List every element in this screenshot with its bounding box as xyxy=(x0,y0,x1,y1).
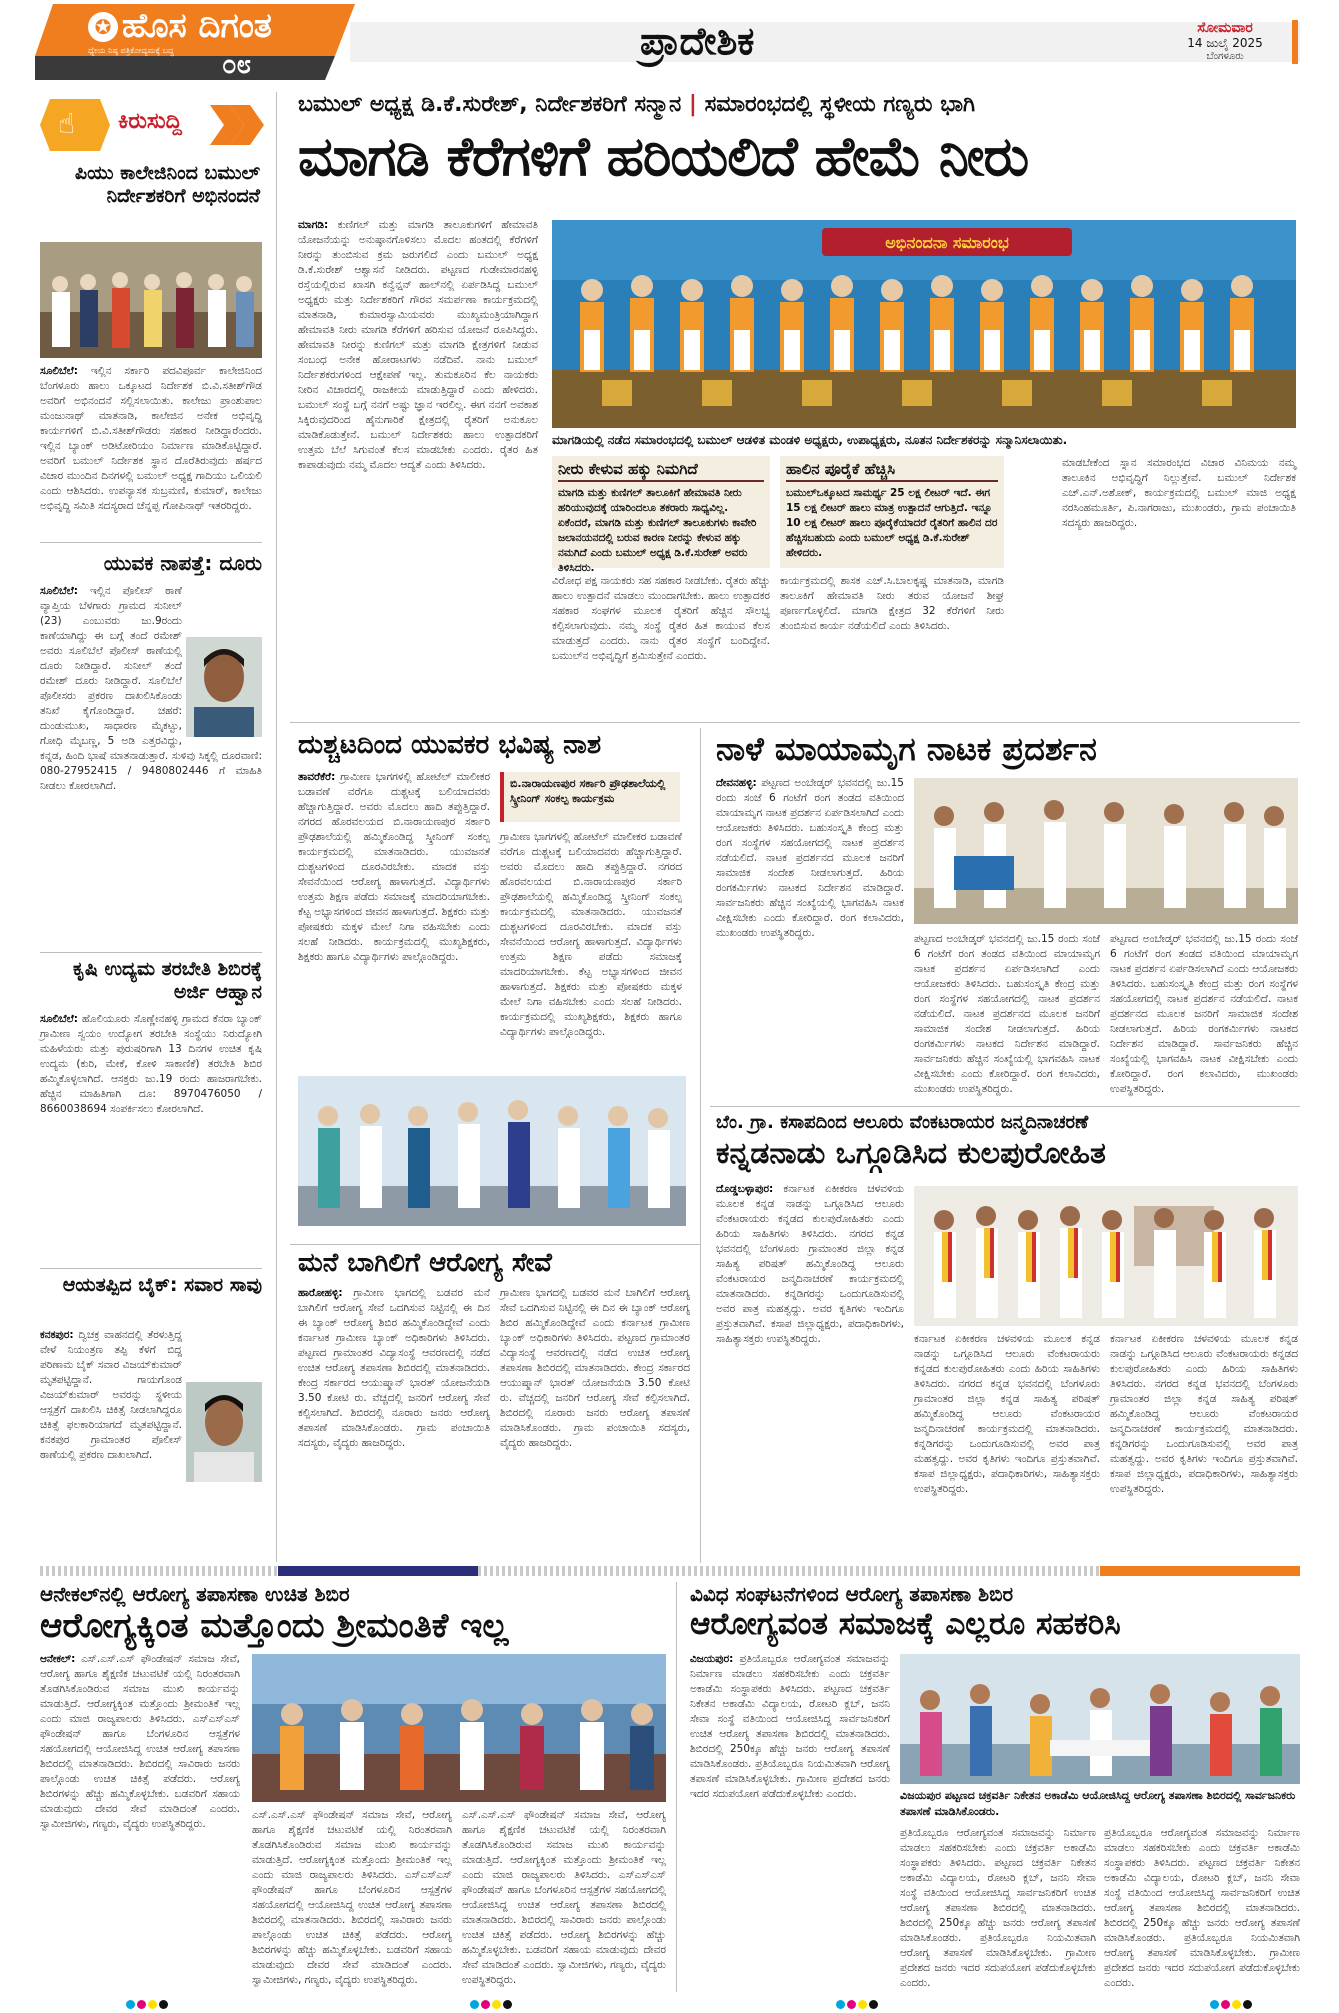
health-camp-stage-photo xyxy=(252,1654,666,1802)
lead-photo-caption: ಮಾಗಡಿಯಲ್ಲಿ ನಡೆದ ಸಮಾರಂಭದಲ್ಲಿ ಬಮುಲ್ ಆಡಳಿತ ಮಂಡಳಿ ಅಧ್ಯಕ್ಷರು, ಉಪಾಧ್ಯಕ್ಷರು, ನೂತನ ನಿರ್ದೇಶಕರನ್ನು ಸನ್ಮಾನಿಸಲಾಯಿತು. xyxy=(552,433,1068,447)
sidebar-story-2-body: ಇಲ್ಲಿನ ಪೊಲೀಸ್ ಠಾಣೆ ವ್ಯಾಪ್ತಿಯ ಬೆಳಗಾರು ಗ್ರಾಮದ ಸುನೀಲ್ (23) ಎಂಬುವರು ಜು.9ರಂದು ಕಾಣೆಯಾಗಿದ್ದು ಈ ಬಗ್ಗೆ ತಂದೆ ರಮೇಶ್ ಅವರು ಸೂಲಿಬೆಲೆ ಪೊಲೀಸ್ ಠಾಣೆಯಲ್ಲಿ ದೂರು ನೀಡಿದ್ದಾರೆ. ಸುನೀಲ್ ತಂದೆ ರಮೇಶ್ ದೂರು ನೀಡಿದ್ದಾರೆ. ಸೂಲಿಬೆಲೆ ಪೊಲೀಸರು ಪ್ರಕರಣ ದಾಖಲಿಸಿಕೊಂಡು ತನಿಖೆ ಕೈಗೊಂಡಿದ್ದಾರೆ. ಚಹರೆ: ದುಂಡುಮುಖ, ಸಾಧಾರಣ ಮೈಕಟ್ಟು, ಗೋಧಿ ಮೈಬಣ್ಣ, 5 ಅಡಿ ಎತ್ತರವಿದ್ದು, ಕನ್ನಡ, ಹಿಂದಿ ಭಾಷೆ ಮಾತನಾಡುತ್ತಾರೆ. ಸುಳಿವು ಸಿಕ್ಕಲ್ಲಿ ದೂರವಾಣಿ: 080-27952415 / 9480802446 ಗೆ ಮಾಹಿತಿ ನೀಡಲು ಕೋರಲಾಗಿದೆ. xyxy=(40,585,262,792)
registration-marks-center-right xyxy=(836,1994,880,2013)
brand-tagline: ಧ್ಯೇಯ ನಿಷ್ಠ ಪತ್ರಿಕೋದ್ಯಮಕ್ಕೆ ಬದ್ಧ xyxy=(88,46,174,55)
magenta-dot-icon xyxy=(481,2000,490,2009)
lead-box-2 xyxy=(780,456,1004,568)
lead-story xyxy=(290,90,1300,720)
anekal-story xyxy=(40,1582,668,1992)
sidebar-story-4-body: ದ್ವಿಚಕ್ರ ವಾಹನದಲ್ಲಿ ತೆರಳುತ್ತಿದ್ದ ವೇಳೆ ನಿಯಂತ್ರಣ ತಪ್ಪಿ ಕೆಳಗೆ ಬಿದ್ದ ಪರಿಣಾಮ ಬೈಕ್ ಸವಾರ ವಿಜಯ್‌ಕುಮಾರ್ ಮೃತಪಟ್ಟಿದ್ದಾನೆ. ಗಾಯಗೊಂಡ ವಿಜಯ್‌ಕುಮಾರ್ ಅವರನ್ನು ಸ್ಥಳೀಯ ಆಸ್ಪತ್ರೆಗೆ ದಾಖಲಿಸಿ ಚಿಕಿತ್ಸೆ ನೀಡಲಾಗಿದ್ದರೂ ಚಿಕಿತ್ಸೆ ಫಲಕಾರಿಯಾಗದೆ ಮೃತಪಟ್ಟಿದ್ದಾನೆ. ಕನಕಪುರ ಗ್ರಾಮಾಂತರ ಪೊಲೀಸ್ ಠಾಣೆಯಲ್ಲಿ ಪ್ರಕರಣ ದಾಖಲಾಗಿದೆ. xyxy=(40,1329,182,1461)
society-col-2: ಪ್ರತಿಯೊಬ್ಬರೂ ಆರೋಗ್ಯವಂತ ಸಮಾಜವನ್ನು ನಿರ್ಮಾಣ ಮಾಡಲು ಸಹಕರಿಸಬೇಕು ಎಂದು ಚಕ್ರವರ್ತಿ ಅಕಾಡೆಮಿ ಸಂಸ್ಥಾಪಕರು ತಿಳಿಸಿದರು. ಪಟ್ಟಣದ ಚಕ್ರವರ್ತಿ ನಿಕೇತನ ಅಕಾಡೆಮಿ ವಿದ್ಯಾಲಯ, ರೋಟರಿ ಕ್ಲಬ್, ಜನನಿ ಸೇವಾ ಸಂಸ್ಥೆ ವತಿಯಿಂದ ಆಯೋಜಿಸಿದ್ದ ಸಾರ್ವಜನಿಕರಿಗೆ ಉಚಿತ ಆರೋಗ್ಯ ತಪಾಸಣಾ ಶಿಬಿರದಲ್ಲಿ ಮಾತನಾಡಿದರು. ಶಿಬಿರದಲ್ಲಿ 250ಕ್ಕೂ ಹೆಚ್ಚು ಜನರು ಆರೋಗ್ಯ ತಪಾಸಣೆ ಮಾಡಿಸಿಕೊಂಡರು. ಪ್ರತಿಯೊಬ್ಬರೂ ನಿಯಮಿತವಾಗಿ ಆರೋಗ್ಯ ತಪಾಸಣೆ ಮಾಡಿಸಿಕೊಳ್ಳಬೇಕು. ಗ್ರಾಮೀಣ ಪ್ರದೇಶದ ಜನರು ಇದರ ಸದುಪಯೋಗ ಪಡೆದುಕೊಳ್ಳಬೇಕು ಎಂದರು. xyxy=(900,1827,1096,1989)
sidebar-story-3-heading: ಕೃಷಿ ಉದ್ಯಮ ತರಬೇತಿ ಶಿಬಿರಕ್ಕೆ ಅರ್ಜಿ ಆಹ್ವಾನ xyxy=(72,958,262,1003)
brand-lamp-icon: ✪ xyxy=(88,12,118,42)
society-body: ಪ್ರತಿಯೊಬ್ಬರೂ ಆರೋಗ್ಯವಂತ ಸಮಾಜವನ್ನು ನಿರ್ಮಾಣ ಮಾಡಲು ಸಹಕರಿಸಬೇಕು ಎಂದು ಚಕ್ರವರ್ತಿ ಅಕಾಡೆಮಿ ಸಂಸ್ಥಾಪಕರು ತಿಳಿಸಿದರು. ಪಟ್ಟಣದ ಚಕ್ರವರ್ತಿ ನಿಕೇತನ ಅಕಾಡೆಮಿ ವಿದ್ಯಾಲಯ, ರೋಟರಿ ಕ್ಲಬ್, ಜನನಿ ಸೇವಾ ಸಂಸ್ಥೆ ವತಿಯಿಂದ ಆಯೋಜಿಸಿದ್ದ ಸಾರ್ವಜನಿಕರಿಗೆ ಉಚಿತ ಆರೋಗ್ಯ ತಪಾಸಣಾ ಶಿಬಿರದಲ್ಲಿ ಮಾತನಾಡಿದರು. ಶಿಬಿರದಲ್ಲಿ 250ಕ್ಕೂ ಹೆಚ್ಚು ಜನರು ಆರೋಗ್ಯ ತಪಾಸಣೆ ಮಾಡಿಸಿಕೊಂಡರು. ಪ್ರತಿಯೊಬ್ಬರೂ ನಿಯಮಿತವಾಗಿ ಆರೋಗ್ಯ ತಪಾಸಣೆ ಮಾಡಿಸಿಕೊಳ್ಳಬೇಕು. ಗ್ರಾಮೀಣ ಪ್ರದೇಶದ ಜನರು ಇದರ ಸದುಪಯೋಗ ಪಡೆದುಕೊಳ್ಳಬೇಕು ಎಂದರು. xyxy=(690,1653,890,1800)
drama-col-1 xyxy=(716,776,904,1094)
section-rule xyxy=(710,1106,1300,1107)
health-home-headline: ಮನೆ ಬಾಗಿಲಿಗೆ ಆರೋಗ್ಯ ಸೇವೆ xyxy=(298,1248,552,1278)
black-dot-icon xyxy=(869,2000,878,2009)
society-dateline: ವಿಜಯಪುರ: xyxy=(690,1653,734,1665)
sidebar-story-3-dateline: ಸೂಲಿಬೆಲೆ: xyxy=(40,1013,78,1025)
sidebar-story-2-text xyxy=(40,584,262,944)
lead-box-2-title: ಹಾಲಿನ ಪೂರೈಕೆ ಹೆಚ್ಚಿಸಿ xyxy=(786,460,998,482)
anekal-headline: ಆರೋಗ್ಯಕ್ಕಿಂತ ಮತ್ತೊಂದು ಶ್ರೀಮಂತಿಕೆ ಇಲ್ಲ xyxy=(40,1606,509,1646)
health-home-body: ಗ್ರಾಮೀಣ ಭಾಗದಲ್ಲಿ ಬಡವರ ಮನೆ ಬಾಗಿಲಿಗೆ ಆರೋಗ್ಯ ಸೇವೆ ಒದಗಿಸುವ ನಿಟ್ಟಿನಲ್ಲಿ ಈ ದಿನ ಈ ಬ್ಯಾಂಕ್ ಆರೋಗ್ಯ ಶಿಬಿರ ಹಮ್ಮಿಕೊಂಡಿದ್ದೇವೆ ಎಂದು ಕರ್ನಾಟಕ ಗ್ರಾಮೀಣ ಬ್ಯಾಂಕ್ ಅಧಿಕಾರಿಗಳು ತಿಳಿಸಿದರು. ಪಟ್ಟಣದ ಗ್ರಾಮಾಂತರ ವಿದ್ಯಾಸಂಸ್ಥೆ ಆವರಣದಲ್ಲಿ ನಡೆದ ಉಚಿತ ಆರೋಗ್ಯ ತಪಾಸಣಾ ಶಿಬಿರದಲ್ಲಿ ಮಾತನಾಡಿದರು. ಕೇಂದ್ರ ಸರ್ಕಾರದ ಆಯುಷ್ಮಾನ್ ಭಾರತ್ ಯೋಜನೆಯಡಿ 3.50 ಕೋಟಿ ರು. ವೆಚ್ಚದಲ್ಲಿ ಜನರಿಗೆ ಆರೋಗ್ಯ ಸೇವೆ ಕಲ್ಪಿಸಲಾಗಿದೆ. ಶಿಬಿರದಲ್ಲಿ ನೂರಾರು ಜನರು ಆರೋಗ್ಯ ತಪಾಸಣೆ ಮಾಡಿಸಿಕೊಂಡರು. ಗ್ರಾಮ ಪಂಚಾಯಿತಿ ಸದಸ್ಯರು, ವೈದ್ಯರು ಹಾಜರಿದ್ದರು. xyxy=(298,1287,490,1449)
float-spacer xyxy=(182,1328,262,1488)
kirusuddi-badge xyxy=(40,97,265,153)
drama-dateline: ದೇವನಹಳ್ಳಿ: xyxy=(716,777,757,789)
society-kicker: ವಿವಿಧ ಸಂಘಟನೆಗಳಿಂದ ಆರೋಗ್ಯ ತಪಾಸಣಾ ಶಿಬಿರ xyxy=(690,1582,1014,1606)
society-headline: ಆರೋಗ್ಯವಂತ ಸಮಾಜಕ್ಕೆ ಎಲ್ಲರೂ ಸಹಕರಿಸಿ xyxy=(690,1606,1121,1642)
magenta-dot-icon xyxy=(137,2000,146,2009)
kicker-separator: | xyxy=(688,92,705,117)
kannada-story xyxy=(710,1110,1300,1565)
society-col-3: ಪ್ರತಿಯೊಬ್ಬರೂ ಆರೋಗ್ಯವಂತ ಸಮಾಜವನ್ನು ನಿರ್ಮಾಣ ಮಾಡಲು ಸಹಕರಿಸಬೇಕು ಎಂದು ಚಕ್ರವರ್ತಿ ಅಕಾಡೆಮಿ ಸಂಸ್ಥಾಪಕರು ತಿಳಿಸಿದರು. ಪಟ್ಟಣದ ಚಕ್ರವರ್ತಿ ನಿಕೇತನ ಅಕಾಡೆಮಿ ವಿದ್ಯಾಲಯ, ರೋಟರಿ ಕ್ಲಬ್, ಜನನಿ ಸೇವಾ ಸಂಸ್ಥೆ ವತಿಯಿಂದ ಆಯೋಜಿಸಿದ್ದ ಸಾರ್ವಜನಿಕರಿಗೆ ಉಚಿತ ಆರೋಗ್ಯ ತಪಾಸಣಾ ಶಿಬಿರದಲ್ಲಿ ಮಾತನಾಡಿದರು. ಶಿಬಿರದಲ್ಲಿ 250ಕ್ಕೂ ಹೆಚ್ಚು ಜನರು ಆರೋಗ್ಯ ತಪಾಸಣೆ ಮಾಡಿಸಿಕೊಂಡರು. ಪ್ರತಿಯೊಬ್ಬರೂ ನಿಯಮಿತವಾಗಿ ಆರೋಗ್ಯ ತಪಾಸಣೆ ಮಾಡಿಸಿಕೊಳ್ಳಬೇಕು. ಗ್ರಾಮೀಣ ಪ್ರದೇಶದ ಜನರು ಇದರ ಸದುಪಯೋಗ ಪಡೆದುಕೊಳ್ಳಬೇಕು ಎಂದರು. xyxy=(1104,1827,1300,1989)
magenta-dot-icon xyxy=(847,2000,856,2009)
sidebar-story-1-dateline: ಸೂಲಿಬೆಲೆ: xyxy=(40,365,78,377)
section-rule xyxy=(290,1244,700,1245)
lead-col-2: ವಿರೋಧ ಪಕ್ಷ ನಾಯಕರು ಸಹ ಸಹಕಾರ ನೀಡಬೇಕು. ರೈತರು ಹೆಚ್ಚು ಹಾಲು ಉತ್ಪಾದನೆ ಮಾಡಲು ಮುಂದಾಗಬೇಕು. ಹಾಲು ಉತ್ಪಾದಕರ ಸಹಕಾರ ಸಂಘಗಳ ಮೂಲಕ ರೈತರಿಗೆ ಹೆಚ್ಚಿನ ಸೌಲಭ್ಯ ಕಲ್ಪಿಸಲಾಗುವುದು. ನಮ್ಮ ಸಂಸ್ಥೆ ರೈತರ ಹಿತ ಕಾಯುವ ಕೆಲಸ ಮಾಡುತ್ತದೆ ಎಂದರು. ನಾನು ರೈತರ ಸಂಸ್ಥೆಗೆ ಬಂದಿದ್ದೇನೆ. ಬಮುಲ್‌ನ ಅಭಿವೃದ್ಧಿಗೆ ಶ್ರಮಿಸುತ್ತೇನೆ ಎಂದರು. xyxy=(552,575,770,662)
society-story xyxy=(690,1582,1302,1992)
sidebar-story-1-text xyxy=(40,364,262,536)
magenta-dot-icon xyxy=(1221,2000,1230,2009)
date-block xyxy=(1160,20,1290,62)
kannada-body: ಕರ್ನಾಟಕ ಏಕೀಕರಣ ಚಳವಳಿಯ ಮೂಲಕ ಕನ್ನಡ ನಾಡನ್ನು ಒಗ್ಗೂಡಿಸಿದ ಆಲೂರು ವೆಂಕಟರಾಯರು ಕನ್ನಡದ ಕುಲಪುರೋಹಿತರು ಎಂದು ಹಿರಿಯ ಸಾಹಿತಿಗಳು ತಿಳಿಸಿದರು. ನಗರದ ಕನ್ನಡ ಭವನದಲ್ಲಿ ಬೆಂಗಳೂರು ಗ್ರಾಮಾಂತರ ಜಿಲ್ಲಾ ಕನ್ನಡ ಸಾಹಿತ್ಯ ಪರಿಷತ್ ಹಮ್ಮಿಕೊಂಡಿದ್ದ ಆಲೂರು ವೆಂಕಟರಾಯರ ಜನ್ಮದಿನಾಚರಣೆ ಕಾರ್ಯಕ್ರಮದಲ್ಲಿ ಮಾತನಾಡಿದರು. ಕನ್ನಡಿಗರನ್ನು ಒಂದುಗೂಡಿಸುವಲ್ಲಿ ಅವರ ಪಾತ್ರ ಮಹತ್ವದ್ದು. ಅವರ ಕೃತಿಗಳು ಇಂದಿಗೂ ಪ್ರಸ್ತುತವಾಗಿವೆ. ಕಸಾಪ ಜಿಲ್ಲಾಧ್ಯಕ್ಷರು, ಪದಾಧಿಕಾರಿಗಳು, ಸಾಹಿತ್ಯಾಸಕ್ತರು ಉಪಸ್ಥಿತರಿದ್ದರು. xyxy=(716,1183,904,1345)
society-photo xyxy=(900,1654,1300,1784)
lead-dateline: ಮಾಗಡಿ: xyxy=(298,219,329,231)
kannada-headline: ಕನ್ನಡನಾಡು ಒಗ್ಗೂಡಿಸಿದ ಕುಲಪುರೋಹಿತ xyxy=(716,1136,1106,1171)
youth-box xyxy=(500,772,680,822)
black-dot-icon xyxy=(159,2000,168,2009)
cyan-dot-icon xyxy=(836,2000,845,2009)
column-rule xyxy=(700,728,701,1563)
sidebar-story-1-body: ಇಲ್ಲಿನ ಸರ್ಕಾರಿ ಪದವಿಪೂರ್ವ ಕಾಲೇಜಿನಿಂದ ಬೆಂಗಳೂರು ಹಾಲು ಒಕ್ಕೂಟದ ನಿರ್ದೇಶಕ ಬಿ.ವಿ.ಸತೀಶ್‌ಗೌಡ ಅವರಿಗೆ ಅಭಿನಂದನೆ ಸಲ್ಲಿಸಲಾಯಿತು. ಕಾಲೇಜು ಪ್ರಾಂಶುಪಾಲ ಮಂಜುನಾಥ್ ಮಾತನಾಡಿ, ಕಾಲೇಜಿನ ಅನೇಕ ಅಭಿವೃದ್ಧಿ ಕಾರ್ಯಗಳಿಗೆ ಬಿ.ವಿ.ಸತೀಶ್‌ಗೌಡರು ಸಹಕಾರ ನೀಡಿದ್ದಾರೆಂದರು. ಇಲ್ಲಿನ ಬ್ಯಾಂಕ್ ಅಡಿಟೋರಿಯಂ ನಿರ್ಮಾಣ ಮಾಡಿಕೊಟ್ಟಿದ್ದಾರೆ. ಅವರಿಗೆ ಬಮುಲ್ ನಿರ್ದೇಶಕ ಸ್ಥಾನ ದೊರೆತಿರುವುದು ಹರ್ಷದ ವಿಚಾರ ಮುಂದಿನ ದಿನಗಳಲ್ಲಿ ಬಮುಲ್ ಅಧ್ಯಕ್ಷ ಗಾದಿಯು ಒಲಿಯಲಿ ಎಂದು ಆಶಿಸಿದರು. ಉಪನ್ಯಾಸಕ ಸುಬ್ರಮಣಿ, ಕುಮಾರ್, ಕಾಲೇಜು ಅಭಿವೃದ್ಧಿ ಸಮಿತಿ ಸದಸ್ಯರಾದ ಚೆನ್ನಪ್ಪ ಗೋಪಿನಾಥ್ ಇತರರಿದ್ದರು. xyxy=(40,365,263,512)
lead-box-1-title: ನೀರು ಕೇಳುವ ಹಕ್ಕು ನಿಮಗಿದೆ xyxy=(558,460,764,482)
anekal-body: ಎಸ್.ಎಸ್.ಎಸ್ ಫೌಂಡೇಷನ್ ಸಮಾಜ ಸೇವೆ, ಆರೋಗ್ಯ ಹಾಗೂ ಶೈಕ್ಷಣಿಕ ಚಟುವಟಿಕೆ ಯಲ್ಲಿ ನಿರಂತರವಾಗಿ ತೊಡಗಿಸಿಕೊಂಡಿರುವ ಸಮಾಜ ಮುಖಿ ಕಾರ್ಯವನ್ನು ಮಾಡುತ್ತಿದೆ. ಆರೋಗ್ಯಕ್ಕಿಂತ ಮತ್ತೊಂದು ಶ್ರೀಮಂತಿಕೆ ಇಲ್ಲ ಎಂದು ಮಾಜಿ ರಾಜ್ಯಪಾಲರು ತಿಳಿಸಿದರು. ಎಸ್‌ಎಸ್‌ಎಸ್ ಫೌಂಡೇಷನ್ ಹಾಗೂ ಬೆಂಗಳೂರಿನ ಆಸ್ಪತ್ರೆಗಳ ಸಹಯೋಗದಲ್ಲಿ ಆಯೋಜಿಸಿದ್ದ ಉಚಿತ ಆರೋಗ್ಯ ತಪಾಸಣಾ ಶಿಬಿರದಲ್ಲಿ ಮಾತನಾಡಿದರು. ಶಿಬಿರದಲ್ಲಿ ಸಾವಿರಾರು ಜನರು ಪಾಲ್ಗೊಂಡು ಉಚಿತ ಚಿಕಿತ್ಸೆ ಪಡೆದರು. ಆರೋಗ್ಯ ಶಿಬಿರಗಳನ್ನು ಹೆಚ್ಚು ಹಮ್ಮಿಕೊಳ್ಳಬೇಕು. ಬಡವರಿಗೆ ಸಹಾಯ ಮಾಡುವುದು ದೇವರ ಸೇವೆ ಮಾಡಿದಂತೆ ಎಂದರು. ಸ್ವಾಮೀಜಿಗಳು, ಗಣ್ಯರು, ವೈದ್ಯರು ಉಪಸ್ಥಿತರಿದ್ದರು. xyxy=(40,1653,240,1830)
drama-body: ಪಟ್ಟಣದ ಅಂಬೇಡ್ಕರ್ ಭವನದಲ್ಲಿ ಜು.15 ರಂದು ಸಂಜೆ 6 ಗಂಟೆಗೆ ರಂಗ ತಂಡದ ವತಿಯಿಂದ ಮಾಯಾಮೃಗ ನಾಟಕ ಪ್ರದರ್ಶನ ಏರ್ಪಡಿಸಲಾಗಿದೆ ಎಂದು ಆಯೋಜಕರು ತಿಳಿಸಿದರು. ಬಹುಸಂಸ್ಕೃತಿ ಕೇಂದ್ರ ಮತ್ತು ರಂಗ ಸಂಸ್ಥೆಗಳ ಸಹಯೋಗದಲ್ಲಿ ನಾಟಕ ಪ್ರದರ್ಶನ ನಡೆಯಲಿದೆ. ನಾಟಕ ಪ್ರದರ್ಶನದ ಮೂಲಕ ಜನರಿಗೆ ಸಾಮಾಜಿಕ ಸಂದೇಶ ನೀಡಲಾಗುತ್ತದೆ. ಹಿರಿಯ ರಂಗಕರ್ಮಿಗಳು ನಾಟಕದ ನಿರ್ದೇಶನ ಮಾಡಿದ್ದಾರೆ. ಸಾರ್ವಜನಿಕರು ಹೆಚ್ಚಿನ ಸಂಖ್ಯೆಯಲ್ಲಿ ಭಾಗವಹಿಸಿ ನಾಟಕ ವೀಕ್ಷಿಸಬೇಕು ಎಂದು ಕೋರಿದ್ದಾರೆ. ರಂಗ ಕಲಾವಿದರು, ಮುಖಂಡರು ಉಪಸ್ಥಿತರಿದ್ದರು. xyxy=(716,777,904,939)
column-rule xyxy=(676,1582,677,1992)
bottom-accent-orange xyxy=(1100,1566,1300,1576)
sidebar-story-2-dateline: ಸೂಲಿಬೆಲೆ: xyxy=(40,585,78,597)
lead-box-1-text: ಮಾಗಡಿ ಮತ್ತು ಕುಣಿಗಲ್ ತಾಲೂಕಿಗೆ ಹೇಮಾವತಿ ನೀರು ಹರಿಯುವುದಕ್ಕೆ ಯಾರಿಂದಲೂ ತಕರಾರು ಸಾಧ್ಯವಿಲ್ಲ. ಏಕೆಂದರೆ, ಮಾಗಡಿ ಮತ್ತು ಕುಣಿಗಲ್ ತಾಲೂಕುಗಳು ಕಾವೇರಿ ಜಲಾನಯನದಲ್ಲಿ ಬರುವ ಕಾರಣ ನೀರನ್ನು ಕೇಳುವ ಹಕ್ಕು ನಮಗಿದೆ ಎಂದು ಬಮುಲ್ ಅಧ್ಯಕ್ಷ ಡಿ.ಕೆ.ಸುರೇಶ್ ಅವರು ತಿಳಿಸಿದರು. xyxy=(558,487,757,574)
drama-photo xyxy=(914,778,1298,924)
anekal-kicker: ಆನೇಕಲ್‌ನಲ್ಲಿ ಆರೋಗ್ಯ ತಪಾಸಣಾ ಉಚಿತ ಶಿಬಿರ xyxy=(40,1582,350,1606)
lead-kicker xyxy=(298,92,1298,117)
anekal-col-2: ಎಸ್.ಎಸ್.ಎಸ್ ಫೌಂಡೇಷನ್ ಸಮಾಜ ಸೇವೆ, ಆರೋಗ್ಯ ಹಾಗೂ ಶೈಕ್ಷಣಿಕ ಚಟುವಟಿಕೆ ಯಲ್ಲಿ ನಿರಂತರವಾಗಿ ತೊಡಗಿಸಿಕೊಂಡಿರುವ ಸಮಾಜ ಮುಖಿ ಕಾರ್ಯವನ್ನು ಮಾಡುತ್ತಿದೆ. ಆರೋಗ್ಯಕ್ಕಿಂತ ಮತ್ತೊಂದು ಶ್ರೀಮಂತಿಕೆ ಇಲ್ಲ ಎಂದು ಮಾಜಿ ರಾಜ್ಯಪಾಲರು ತಿಳಿಸಿದರು. ಎಸ್‌ಎಸ್‌ಎಸ್ ಫೌಂಡೇಷನ್ ಹಾಗೂ ಬೆಂಗಳೂರಿನ ಆಸ್ಪತ್ರೆಗಳ ಸಹಯೋಗದಲ್ಲಿ ಆಯೋಜಿಸಿದ್ದ ಉಚಿತ ಆರೋಗ್ಯ ತಪಾಸಣಾ ಶಿಬಿರದಲ್ಲಿ ಮಾತನಾಡಿದರು. ಶಿಬಿರದಲ್ಲಿ ಸಾವಿರಾರು ಜನರು ಪಾಲ್ಗೊಂಡು ಉಚಿತ ಚಿಕಿತ್ಸೆ ಪಡೆದರು. ಆರೋಗ್ಯ ಶಿಬಿರಗಳನ್ನು ಹೆಚ್ಚು ಹಮ್ಮಿಕೊಳ್ಳಬೇಕು. ಬಡವರಿಗೆ ಸಹಾಯ ಮಾಡುವುದು ದೇವರ ಸೇವೆ ಮಾಡಿದಂತೆ ಎಂದರು. ಸ್ವಾಮೀಜಿಗಳು, ಗಣ್ಯರು, ವೈದ್ಯರು ಉಪಸ್ಥಿತರಿದ್ದರು. xyxy=(252,1809,452,1986)
brand-name: ಹೊಸ ದಿಗಂತ xyxy=(122,6,272,46)
health-home-story xyxy=(290,1248,695,1563)
column-rule xyxy=(276,92,277,1562)
registration-marks-right xyxy=(1210,1994,1254,2013)
kannada-col-3: ಕರ್ನಾಟಕ ಏಕೀಕರಣ ಚಳವಳಿಯ ಮೂಲಕ ಕನ್ನಡ ನಾಡನ್ನು ಒಗ್ಗೂಡಿಸಿದ ಆಲೂರು ವೆಂಕಟರಾಯರು ಕನ್ನಡದ ಕುಲಪುರೋಹಿತರು ಎಂದು ಹಿರಿಯ ಸಾಹಿತಿಗಳು ತಿಳಿಸಿದರು. ನಗರದ ಕನ್ನಡ ಭವನದಲ್ಲಿ ಬೆಂಗಳೂರು ಗ್ರಾಮಾಂತರ ಜಿಲ್ಲಾ ಕನ್ನಡ ಸಾಹಿತ್ಯ ಪರಿಷತ್ ಹಮ್ಮಿಕೊಂಡಿದ್ದ ಆಲೂರು ವೆಂಕಟರಾಯರ ಜನ್ಮದಿನಾಚರಣೆ ಕಾರ್ಯಕ್ರಮದಲ್ಲಿ ಮಾತನಾಡಿದರು. ಕನ್ನಡಿಗರನ್ನು ಒಂದುಗೂಡಿಸುವಲ್ಲಿ ಅವರ ಪಾತ್ರ ಮಹತ್ವದ್ದು. ಅವರ ಕೃತಿಗಳು ಇಂದಿಗೂ ಪ್ರಸ್ತುತವಾಗಿವೆ. ಕಸಾಪ ಜಿಲ್ಲಾಧ್ಯಕ್ಷರು, ಪದಾಧಿಕಾರಿಗಳು, ಸಾಹಿತ್ಯಾಸಕ್ತರು ಉಪಸ್ಥಿತರಿದ್ದರು. xyxy=(1110,1333,1298,1495)
anekal-col-1 xyxy=(40,1652,240,1987)
cyan-dot-icon xyxy=(1210,2000,1219,2009)
kannada-col-1 xyxy=(716,1182,904,1560)
health-checkup-photo xyxy=(900,1654,1300,1784)
drama-story xyxy=(710,726,1300,1106)
date-day: ಸೋಮವಾರ xyxy=(1197,20,1253,36)
yellow-dot-icon xyxy=(492,2000,501,2009)
registration-marks-center-left xyxy=(470,1994,514,2013)
kirusuddi-label: ಕಿರುಸುದ್ದಿ xyxy=(118,109,182,134)
section-bar xyxy=(350,22,1300,62)
health-home-col-2: ಗ್ರಾಮೀಣ ಭಾಗದಲ್ಲಿ ಬಡವರ ಮನೆ ಬಾಗಿಲಿಗೆ ಆರೋಗ್ಯ ಸೇವೆ ಒದಗಿಸುವ ನಿಟ್ಟಿನಲ್ಲಿ ಈ ದಿನ ಈ ಬ್ಯಾಂಕ್ ಆರೋಗ್ಯ ಶಿಬಿರ ಹಮ್ಮಿಕೊಂಡಿದ್ದೇವೆ ಎಂದು ಕರ್ನಾಟಕ ಗ್ರಾಮೀಣ ಬ್ಯಾಂಕ್ ಅಧಿಕಾರಿಗಳು ತಿಳಿಸಿದರು. ಪಟ್ಟಣದ ಗ್ರಾಮಾಂತರ ವಿದ್ಯಾಸಂಸ್ಥೆ ಆವರಣದಲ್ಲಿ ನಡೆದ ಉಚಿತ ಆರೋಗ್ಯ ತಪಾಸಣಾ ಶಿಬಿರದಲ್ಲಿ ಮಾತನಾಡಿದರು. ಕೇಂದ್ರ ಸರ್ಕಾರದ ಆಯುಷ್ಮಾನ್ ಭಾರತ್ ಯೋಜನೆಯಡಿ 3.50 ಕೋಟಿ ರು. ವೆಚ್ಚದಲ್ಲಿ ಜನರಿಗೆ ಆರೋಗ್ಯ ಸೇವೆ ಕಲ್ಪಿಸಲಾಗಿದೆ. ಶಿಬಿರದಲ್ಲಿ ನೂರಾರು ಜನರು ಆರೋಗ್ಯ ತಪಾಸಣೆ ಮಾಡಿಸಿಕೊಂಡರು. ಗ್ರಾಮ ಪಂಚಾಯಿತಿ ಸದಸ್ಯರು, ವೈದ್ಯರು ಹಾಜರಿದ್ದರು. xyxy=(500,1287,690,1449)
anekal-dateline: ಆನೇಕಲ್: xyxy=(40,1653,76,1665)
felicitation-ceremony-photo xyxy=(552,220,1296,428)
sidebar-story-3-text xyxy=(40,1012,262,1312)
sidebar-divider xyxy=(40,952,262,953)
health-home-col-1 xyxy=(298,1286,490,1558)
hand-point-icon: ☝ xyxy=(58,107,76,140)
sidebar-story-1-photo xyxy=(40,242,262,358)
lead-photo xyxy=(552,220,1296,428)
sidebar-story-1-heading: ಪಿಯು ಕಾಲೇಜಿನಿಂದ ಬಮುಲ್ ನಿರ್ದೇಶಕರಿಗೆ ಅಭಿನಂದನೆ xyxy=(74,162,260,207)
date-text: 14 ಜುಲೈ 2025 xyxy=(1187,36,1263,50)
youth-box-text: ಬಿ.ನಾರಾಯಣಪುರ ಸರ್ಕಾರಿ ಪ್ರೌಢಶಾಲೆಯಲ್ಲಿ ಸ್ಕ್ರೀನಿಂಗ್ ಸಂಕಲ್ಪ ಕಾರ್ಯಕ್ರಮ xyxy=(510,777,666,805)
lead-kicker-right: ಸಮಾರಂಭದಲ್ಲಿ ಸ್ಥಳೀಯ ಗಣ್ಯರು ಭಾಗಿ xyxy=(704,92,976,117)
kasapa-felicitation-photo xyxy=(914,1186,1298,1326)
page-number: ೦೮ xyxy=(222,50,252,80)
kannada-photo xyxy=(914,1186,1298,1326)
school-event-photo xyxy=(298,1076,686,1226)
youth-headline: ದುಶ್ಚಟದಿಂದ ಯುವಕರ ಭವಿಷ್ಯ ನಾಶ xyxy=(298,730,602,760)
lead-box-1 xyxy=(552,456,770,574)
lead-col-1 xyxy=(298,218,538,718)
float-spacer xyxy=(182,584,262,744)
youth-dateline: ತಾವರೆಕೆರೆ: xyxy=(298,771,336,783)
sidebar-story-4-text xyxy=(40,1328,262,1556)
registration-marks-left xyxy=(126,1994,170,2013)
black-dot-icon xyxy=(1243,2000,1252,2009)
sidebar-divider xyxy=(40,1268,262,1269)
kannada-kicker: ಬೆಂ. ಗ್ರಾ. ಕಸಾಪದಿಂದ ಆಲೂರು ವೆಂಕಟರಾಯರ ಜನ್ಮದಿನಾಚರಣೆ xyxy=(716,1112,1089,1133)
youth-body: ಗ್ರಾಮೀಣ ಭಾಗಗಳಲ್ಲಿ ಹೋಟೆಲ್ ಮಾಲೀಕರ ಬಡಾವಣೆ ವರೆಗೂ ದುಶ್ಚಟಕ್ಕೆ ಬಲಿಯಾದವರು ಹೆಚ್ಚಾಗುತ್ತಿದ್ದಾರೆ. ಅವರು ಮೊದಲು ಹಾದಿ ತಪ್ಪುತ್ತಿದ್ದಾರೆ. ನಗರದ ಹೊರವಲಯದ ಬಿ.ನಾರಾಯಣಪುರ ಸರ್ಕಾರಿ ಪ್ರೌಢಶಾಲೆಯಲ್ಲಿ ಹಮ್ಮಿಕೊಂಡಿದ್ದ ಸ್ಕ್ರೀನಿಂಗ್ ಸಂಕಲ್ಪ ಕಾರ್ಯಕ್ರಮದಲ್ಲಿ ಮಾತನಾಡಿದರು. ಯುವಜನತೆ ದುಶ್ಚಟಗಳಿಂದ ದೂರವಿರಬೇಕು. ಮಾದಕ ವಸ್ತು ಸೇವನೆಯಿಂದ ಆರೋಗ್ಯ ಹಾಳಾಗುತ್ತದೆ. ವಿದ್ಯಾರ್ಥಿಗಳು ಉತ್ತಮ ಶಿಕ್ಷಣ ಪಡೆದು ಸಮಾಜಕ್ಕೆ ಮಾದರಿಯಾಗಬೇಕು. ಕೆಟ್ಟ ಅಭ್ಯಾಸಗಳಿಂದ ಜೀವನ ಹಾಳಾಗುತ್ತದೆ. ಶಿಕ್ಷಕರು ಮತ್ತು ಪೋಷಕರು ಮಕ್ಕಳ ಮೇಲೆ ನಿಗಾ ವಹಿಸಬೇಕು ಎಂದು ಸಲಹೆ ನೀಡಿದರು. ಕಾರ್ಯಕ್ರಮದಲ್ಲಿ ಮುಖ್ಯಶಿಕ್ಷಕರು, ಶಿಕ್ಷಕರು ಹಾಗೂ ವಿದ್ಯಾರ್ಥಿಗಳು ಪಾಲ್ಗೊಂಡಿದ್ದರು. xyxy=(298,771,490,963)
society-col-1 xyxy=(690,1652,890,1987)
yellow-dot-icon xyxy=(148,2000,157,2009)
health-home-dateline: ಹಾರೋಹಳ್ಳಿ: xyxy=(298,1287,343,1299)
masthead xyxy=(0,0,1339,82)
lead-box-2-text: ಬಮುಲ್‌ಒಕ್ಕೂಟದ ಸಾಮರ್ಥ್ಯ 25 ಲಕ್ಷ ಲೀಟರ್ ಇದೆ. ಈಗ 15 ಲಕ್ಷ ಲೀಟರ್ ಹಾಲು ಮಾತ್ರ ಉತ್ಪಾದನೆ ಆಗುತ್ತಿದೆ. ಇನ್ನೂ 10 ಲಕ್ಷ ಲೀಟರ್ ಹಾಲು ಪೂರೈಕೆಯಾದರೆ ರೈತರಿಗೆ ಹಾಲಿನ ದರ ಹೆಚ್ಚಿಸಬಹುದು ಎಂದು ಬಮುಲ್ ಅಧ್ಯಕ್ಷ ಡಿ.ಕೆ.ಸುರೇಶ್ ಹೇಳಿದರು. xyxy=(786,487,998,559)
drama-poster-release-photo xyxy=(914,778,1298,924)
drama-col-3: ಪಟ್ಟಣದ ಅಂಬೇಡ್ಕರ್ ಭವನದಲ್ಲಿ ಜು.15 ರಂದು ಸಂಜೆ 6 ಗಂಟೆಗೆ ರಂಗ ತಂಡದ ವತಿಯಿಂದ ಮಾಯಾಮೃಗ ನಾಟಕ ಪ್ರದರ್ಶನ ಏರ್ಪಡಿಸಲಾಗಿದೆ ಎಂದು ಆಯೋಜಕರು ತಿಳಿಸಿದರು. ಬಹುಸಂಸ್ಕೃತಿ ಕೇಂದ್ರ ಮತ್ತು ರಂಗ ಸಂಸ್ಥೆಗಳ ಸಹಯೋಗದಲ್ಲಿ ನಾಟಕ ಪ್ರದರ್ಶನ ನಡೆಯಲಿದೆ. ನಾಟಕ ಪ್ರದರ್ಶನದ ಮೂಲಕ ಜನರಿಗೆ ಸಾಮಾಜಿಕ ಸಂದೇಶ ನೀಡಲಾಗುತ್ತದೆ. ಹಿರಿಯ ರಂಗಕರ್ಮಿಗಳು ನಾಟಕದ ನಿರ್ದೇಶನ ಮಾಡಿದ್ದಾರೆ. ಸಾರ್ವಜನಿಕರು ಹೆಚ್ಚಿನ ಸಂಖ್ಯೆಯಲ್ಲಿ ಭಾಗವಹಿಸಿ ನಾಟಕ ವೀಕ್ಷಿಸಬೇಕು ಎಂದು ಕೋರಿದ್ದಾರೆ. ರಂಗ ಕಲಾವಿದರು, ಮುಖಂಡರು ಉಪಸ್ಥಿತರಿದ್ದರು. xyxy=(1110,933,1298,1095)
kannada-col-2: ಕರ್ನಾಟಕ ಏಕೀಕರಣ ಚಳವಳಿಯ ಮೂಲಕ ಕನ್ನಡ ನಾಡನ್ನು ಒಗ್ಗೂಡಿಸಿದ ಆಲೂರು ವೆಂಕಟರಾಯರು ಕನ್ನಡದ ಕುಲಪುರೋಹಿತರು ಎಂದು ಹಿರಿಯ ಸಾಹಿತಿಗಳು ತಿಳಿಸಿದರು. ನಗರದ ಕನ್ನಡ ಭವನದಲ್ಲಿ ಬೆಂಗಳೂರು ಗ್ರಾಮಾಂತರ ಜಿಲ್ಲಾ ಕನ್ನಡ ಸಾಹಿತ್ಯ ಪರಿಷತ್ ಹಮ್ಮಿಕೊಂಡಿದ್ದ ಆಲೂರು ವೆಂಕಟರಾಯರ ಜನ್ಮದಿನಾಚರಣೆ ಕಾರ್ಯಕ್ರಮದಲ್ಲಿ ಮಾತನಾಡಿದರು. ಕನ್ನಡಿಗರನ್ನು ಒಂದುಗೂಡಿಸುವಲ್ಲಿ ಅವರ ಪಾತ್ರ ಮಹತ್ವದ್ದು. ಅವರ ಕೃತಿಗಳು ಇಂದಿಗೂ ಪ್ರಸ್ತುತವಾಗಿವೆ. ಕಸಾಪ ಜಿಲ್ಲಾಧ್ಯಕ್ಷರು, ಪದಾಧಿಕಾರಿಗಳು, ಸಾಹಿತ್ಯಾಸಕ್ತರು ಉಪಸ್ಥಿತರಿದ್ದರು. xyxy=(914,1333,1100,1495)
black-dot-icon xyxy=(503,2000,512,2009)
lead-body-col-1: ಕುಣಿಗಲ್ ಮತ್ತು ಮಾಗಡಿ ತಾಲೂಕುಗಳಿಗೆ ಹೇಮಾವತಿ ಯೋಜನೆಯನ್ನು ಅನುಷ್ಠಾನಗೊಳಿಸಲು ಮೊದಲ ಹಂತದಲ್ಲಿ ಕೆರೆಗಳಿಗೆ ನೀರನ್ನು ತುಂಬಿಸುವ ಕ್ರಮ ಜರುಗಲಿದೆ ಎಂದು ಬಮುಲ್ ಅಧ್ಯಕ್ಷ ಡಿ.ಕೆ.ಸುರೇಶ್ ಆಶ್ವಾಸನೆ ನೀಡಿದರು. ಪಟ್ಟಣದ ಗುಡೇಮಾರನಹಳ್ಳಿ ರಸ್ತೆಯಲ್ಲಿರುವ ಖಾಸಗಿ ಕನ್ವೆನ್ಷನ್ ಹಾಲ್‌ನಲ್ಲಿ ಏರ್ಪಡಿಸಿದ್ದ ಬಮುಲ್ ಅಧ್ಯಕ್ಷರು ಮತ್ತು ನಿರ್ದೇಶಕರಿಗೆ ಗೌರವ ಸಮರ್ಪಣಾ ಕಾರ್ಯಕ್ರಮದಲ್ಲಿ ಮಾತನಾಡಿ, ಕುಮಾರಸ್ವಾಮಿಯವರು ಮುಖ್ಯಮಂತ್ರಿಯಾಗಿದ್ದಾಗ ಹೇಮಾವತಿ ನೀರು ಮಾಗಡಿ ಕೆರೆಗಳಿಗೆ ಹರಿಸುವ ಯೋಜನೆ ರೂಪಿಸಿದ್ದರು. ಹೇಮಾವತಿ ನೀರನ್ನು ಕುಣಿಗಲ್ ಮತ್ತು ಮಾಗಡಿ ಕ್ಷೇತ್ರಗಳಿಗೆ ನೀಡುವ ಸಂಬಂಧ ಅನೇಕ ಹೋರಾಟಗಳು ನಡೆದಿವೆ. ನಾನು ಬಮುಲ್ ನಿರ್ದೇಶಕರುಗಳಿಂದ ಆಕ್ಷೇಪಣೆ ಇಲ್ಲ. ತುಮಕೂರಿನ ಕೆಲ ನಾಯಕರು ನೀರಿನ ವಿಚಾರದಲ್ಲಿ ರಾಜಕೀಯ ಮಾಡುತ್ತಿದ್ದಾರೆ ಎಂದು ಹೇಳಿದರು. ಬಮುಲ್ ಸಂಸ್ಥೆ ಬಗ್ಗೆ ನನಗೆ ಅಷ್ಟು ಜ್ಞಾನ ಇರಲಿಲ್ಲ. ಈಗ ನನಗೆ ಅವಕಾಶ ಸಿಕ್ಕಿರುವುದರಿಂದ ಹೈನುಗಾರಿಕೆ ಕ್ಷೇತ್ರದಲ್ಲಿ ರೈತರಿಗೆ ಅನುಕೂಲ ಮಾಡಿಕೊಡುತ್ತೇನೆ. ಬಮುಲ್ ನಿರ್ದೇಶಕರು ಹಾಲು ಉತ್ಪಾದಕರಿಗೆ ಉತ್ತಮ ಬೆಲೆ ಸಿಗುವಂತೆ ಕೆಲಸ ಮಾಡಬೇಕು ಎಂದರು. ರೈತರ ಹಿತ ಕಾಪಾಡುವುದು ನಮ್ಮ ಮೊದಲ ಆದ್ಯತೆ ಎಂದು ತಿಳಿಸಿದರು. xyxy=(298,219,538,471)
section-rule xyxy=(290,722,1300,723)
yellow-dot-icon xyxy=(858,2000,867,2009)
kannada-dateline: ದೊಡ್ಡಬಳ್ಳಾಪುರ: xyxy=(716,1183,774,1195)
society-photo-caption: ವಿಜಯಪುರ ಪಟ್ಟಣದ ಚಕ್ರವರ್ತಿ ನಿಕೇತನ ಅಕಾಡೆಮಿ ಆಯೋಜಿಸಿದ್ದ ಆರೋಗ್ಯ ತಪಾಸಣಾ ಶಿಬಿರದಲ್ಲಿ ಸಾರ್ವಜನಿಕರು ತಪಾಸಣೆ ಮಾಡಿಸಿಕೊಂಡರು. xyxy=(900,1789,1296,1818)
youth-photo xyxy=(298,1076,686,1226)
sidebar-story-3-body: ಹೊಲಿಯೂರು ಸೊಣ್ಣೇನಹಳ್ಳಿ ಗ್ರಾಮದ ಕೆನರಾ ಬ್ಯಾಂಕ್ ಗ್ರಾಮೀಣ ಸ್ವಯಂ ಉದ್ಯೋಗ ತರಬೇತಿ ಸಂಸ್ಥೆಯು ನಿರುದ್ಯೋಗಿ ಮಹಿಳೆಯರು ಮತ್ತು ಪುರುಷರಿಗಾಗಿ 13 ದಿನಗಳ ಉಚಿತ ಕೃಷಿ ಉದ್ಯಮ (ಕುರಿ, ಮೇಕೆ, ಕೋಳಿ ಸಾಕಾಣಿಕೆ) ತರಬೇತಿ ಶಿಬಿರ ಹಮ್ಮಿಕೊಳ್ಳಲಾಗಿದೆ. ಆಸಕ್ತರು ಜು.19 ರಂದು ಹಾಜರಾಗಬೇಕು. ಹೆಚ್ಚಿನ ಮಾಹಿತಿಗಾಗಿ ದೂ: 8970476050 / 8660038694 ಸಂಪರ್ಕಿಸಲು ಕೋರಲಾಗಿದೆ. xyxy=(40,1013,262,1115)
lead-kicker-left: ಬಮುಲ್ ಅಧ್ಯಕ್ಷ ಡಿ.ಕೆ.ಸುರೇಶ್, ನಿರ್ದೇಶಕರಿಗೆ ಸನ್ಮಾನ xyxy=(298,92,682,117)
drama-col-2: ಪಟ್ಟಣದ ಅಂಬೇಡ್ಕರ್ ಭವನದಲ್ಲಿ ಜು.15 ರಂದು ಸಂಜೆ 6 ಗಂಟೆಗೆ ರಂಗ ತಂಡದ ವತಿಯಿಂದ ಮಾಯಾಮೃಗ ನಾಟಕ ಪ್ರದರ್ಶನ ಏರ್ಪಡಿಸಲಾಗಿದೆ ಎಂದು ಆಯೋಜಕರು ತಿಳಿಸಿದರು. ಬಹುಸಂಸ್ಕೃತಿ ಕೇಂದ್ರ ಮತ್ತು ರಂಗ ಸಂಸ್ಥೆಗಳ ಸಹಯೋಗದಲ್ಲಿ ನಾಟಕ ಪ್ರದರ್ಶನ ನಡೆಯಲಿದೆ. ನಾಟಕ ಪ್ರದರ್ಶನದ ಮೂಲಕ ಜನರಿಗೆ ಸಾಮಾಜಿಕ ಸಂದೇಶ ನೀಡಲಾಗುತ್ತದೆ. ಹಿರಿಯ ರಂಗಕರ್ಮಿಗಳು ನಾಟಕದ ನಿರ್ದೇಶನ ಮಾಡಿದ್ದಾರೆ. ಸಾರ್ವಜನಿಕರು ಹೆಚ್ಚಿನ ಸಂಖ್ಯೆಯಲ್ಲಿ ಭಾಗವಹಿಸಿ ನಾಟಕ ವೀಕ್ಷಿಸಬೇಕು ಎಂದು ಕೋರಿದ್ದಾರೆ. ರಂಗ ಕಲಾವಿದರು, ಮುಖಂಡರು ಉಪಸ್ಥಿತರಿದ್ದರು. xyxy=(914,933,1100,1095)
group-felicitation-photo xyxy=(40,242,262,358)
anekal-col-3: ಎಸ್.ಎಸ್.ಎಸ್ ಫೌಂಡೇಷನ್ ಸಮಾಜ ಸೇವೆ, ಆರೋಗ್ಯ ಹಾಗೂ ಶೈಕ್ಷಣಿಕ ಚಟುವಟಿಕೆ ಯಲ್ಲಿ ನಿರಂತರವಾಗಿ ತೊಡಗಿಸಿಕೊಂಡಿರುವ ಸಮಾಜ ಮುಖಿ ಕಾರ್ಯವನ್ನು ಮಾಡುತ್ತಿದೆ. ಆರೋಗ್ಯಕ್ಕಿಂತ ಮತ್ತೊಂದು ಶ್ರೀಮಂತಿಕೆ ಇಲ್ಲ ಎಂದು ಮಾಜಿ ರಾಜ್ಯಪಾಲರು ತಿಳಿಸಿದರು. ಎಸ್‌ಎಸ್‌ಎಸ್ ಫೌಂಡೇಷನ್ ಹಾಗೂ ಬೆಂಗಳೂರಿನ ಆಸ್ಪತ್ರೆಗಳ ಸಹಯೋಗದಲ್ಲಿ ಆಯೋಜಿಸಿದ್ದ ಉಚಿತ ಆರೋಗ್ಯ ತಪಾಸಣಾ ಶಿಬಿರದಲ್ಲಿ ಮಾತನಾಡಿದರು. ಶಿಬಿರದಲ್ಲಿ ಸಾವಿರಾರು ಜನರು ಪಾಲ್ಗೊಂಡು ಉಚಿತ ಚಿಕಿತ್ಸೆ ಪಡೆದರು. ಆರೋಗ್ಯ ಶಿಬಿರಗಳನ್ನು ಹೆಚ್ಚು ಹಮ್ಮಿಕೊಳ್ಳಬೇಕು. ಬಡವರಿಗೆ ಸಹಾಯ ಮಾಡುವುದು ದೇವರ ಸೇವೆ ಮಾಡಿದಂತೆ ಎಂದರು. ಸ್ವಾಮೀಜಿಗಳು, ಗಣ್ಯರು, ವೈದ್ಯರು ಉಪಸ್ಥಿತರಿದ್ದರು. xyxy=(462,1809,666,1986)
drama-headline: ನಾಳೆ ಮಾಯಾಮೃಗ ನಾಟಕ ಪ್ರದರ್ಶನ xyxy=(716,730,1097,768)
sidebar xyxy=(40,92,265,1562)
sidebar-divider xyxy=(40,542,262,543)
yellow-dot-icon xyxy=(1232,2000,1241,2009)
youth-story xyxy=(290,726,690,1246)
section-title: ಪ್ರಾದೇಶಿಕ xyxy=(640,18,755,63)
stage-banner-text: ಅಭಿನಂದನಾ ಸಮಾರಂಭ xyxy=(885,233,1009,252)
lead-headline: ಮಾಗಡಿ ಕೆರೆಗಳಿಗೆ ಹರಿಯಲಿದೆ ಹೇಮೆ ನೀರು xyxy=(298,124,1029,188)
cyan-dot-icon xyxy=(126,2000,135,2009)
youth-col-1 xyxy=(298,770,490,1070)
sidebar-story-4-dateline: ಕನಕಪುರ: xyxy=(40,1329,74,1341)
lead-col-4: ಮಾಡಬೇಕೆಂದ ಸ್ನಾನ ಸಮಾರಂಭದ ವಿಚಾರ ವಿನಿಮಯ ನಮ್ಮ ತಾಲೂಕಿನ ಅಭಿವೃದ್ಧಿಗೆ ನಿಲ್ಲುತ್ತೇವೆ. ಬಮುಲ್ ನಿರ್ದೇಶಕ ಎಚ್.ಎನ್.ಅಶೋಕ್, ಕಾರ್ಯಕ್ರಮದಲ್ಲಿ ಬಮುಲ್ ಮಾಜಿ ಅಧ್ಯಕ್ಷ ನರಸಿಂಹಮೂರ್ತಿ, ಪಿ.ನಾಗರಾಜು, ಮುಖಂಡರು, ಗ್ರಾಮ ಪಂಚಾಯಿತಿ ಸದಸ್ಯರು ಹಾಜರಿದ್ದರು. xyxy=(1062,457,1296,529)
date-city: ಬೆಂಗಳೂರು xyxy=(1206,51,1244,62)
youth-col-2: ಗ್ರಾಮೀಣ ಭಾಗಗಳಲ್ಲಿ ಹೋಟೆಲ್ ಮಾಲೀಕರ ಬಡಾವಣೆ ವರೆಗೂ ದುಶ್ಚಟಕ್ಕೆ ಬಲಿಯಾದವರು ಹೆಚ್ಚಾಗುತ್ತಿದ್ದಾರೆ. ಅವರು ಮೊದಲು ಹಾದಿ ತಪ್ಪುತ್ತಿದ್ದಾರೆ. ನಗರದ ಹೊರವಲಯದ ಬಿ.ನಾರಾಯಣಪುರ ಸರ್ಕಾರಿ ಪ್ರೌಢಶಾಲೆಯಲ್ಲಿ ಹಮ್ಮಿಕೊಂಡಿದ್ದ ಸ್ಕ್ರೀನಿಂಗ್ ಸಂಕಲ್ಪ ಕಾರ್ಯಕ್ರಮದಲ್ಲಿ ಮಾತನಾಡಿದರು. ಯುವಜನತೆ ದುಶ್ಚಟಗಳಿಂದ ದೂರವಿರಬೇಕು. ಮಾದಕ ವಸ್ತು ಸೇವನೆಯಿಂದ ಆರೋಗ್ಯ ಹಾಳಾಗುತ್ತದೆ. ವಿದ್ಯಾರ್ಥಿಗಳು ಉತ್ತಮ ಶಿಕ್ಷಣ ಪಡೆದು ಸಮಾಜಕ್ಕೆ ಮಾದರಿಯಾಗಬೇಕು. ಕೆಟ್ಟ ಅಭ್ಯಾಸಗಳಿಂದ ಜೀವನ ಹಾಳಾಗುತ್ತದೆ. ಶಿಕ್ಷಕರು ಮತ್ತು ಪೋಷಕರು ಮಕ್ಕಳ ಮೇಲೆ ನಿಗಾ ವಹಿಸಬೇಕು ಎಂದು ಸಲಹೆ ನೀಡಿದರು. ಕಾರ್ಯಕ್ರಮದಲ್ಲಿ ಮುಖ್ಯಶಿಕ್ಷಕರು, ಶಿಕ್ಷಕರು ಹಾಗೂ ವಿದ್ಯಾರ್ಥಿಗಳು ಪಾಲ್ಗೊಂಡಿದ್ದರು. xyxy=(500,831,682,1038)
sidebar-story-4-heading: ಆಯತಪ್ಪಿದ ಬೈಕ್: ಸವಾರ ಸಾವು xyxy=(62,1274,262,1296)
lead-col-3: ಕಾರ್ಯಕ್ರಮದಲ್ಲಿ ಶಾಸಕ ಎಚ್.ಸಿ.ಬಾಲಕೃಷ್ಣ ಮಾತನಾಡಿ, ಮಾಗಡಿ ತಾಲೂಕಿಗೆ ಹೇಮಾವತಿ ನೀರು ತರುವ ಯೋಜನೆ ಶೀಘ್ರ ಪೂರ್ಣಗೊಳ್ಳಲಿದೆ. ಮಾಗಡಿ ಕ್ಷೇತ್ರದ 32 ಕೆರೆಗಳಿಗೆ ನೀರು ತುಂಬಿಸುವ ಕಾರ್ಯ ನಡೆಯಲಿದೆ ಎಂದು ತಿಳಿಸಿದರು. xyxy=(780,575,1004,632)
bottom-accent-blue xyxy=(278,1566,478,1576)
sidebar-story-2-heading: ಯುವಕ ನಾಪತ್ತೆ: ದೂರು xyxy=(103,551,262,575)
cyan-dot-icon xyxy=(470,2000,479,2009)
anekal-photo xyxy=(252,1654,666,1802)
date-accent-bar xyxy=(1292,20,1298,64)
